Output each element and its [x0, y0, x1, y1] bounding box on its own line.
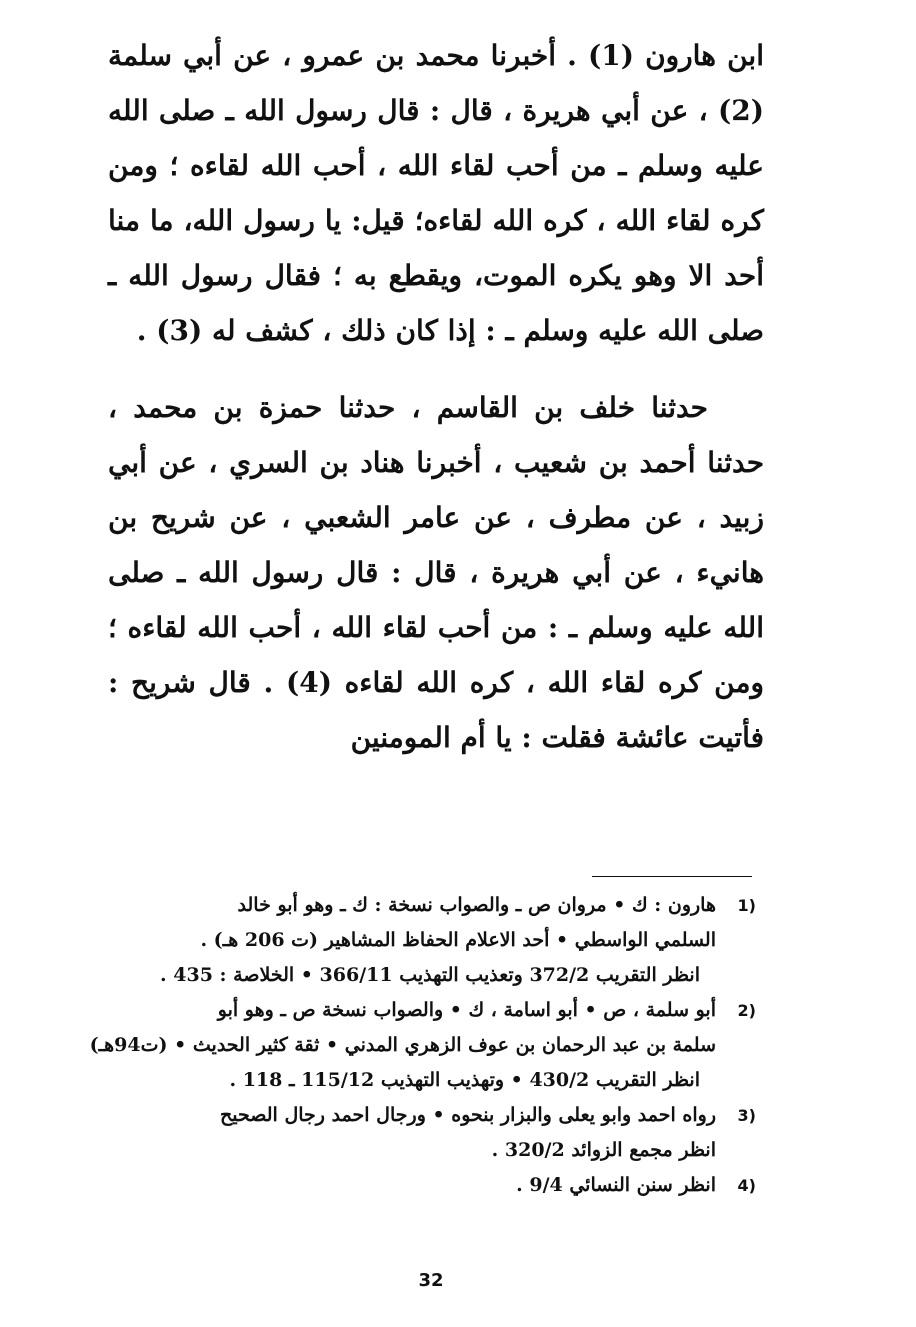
main-text	[108, 28, 764, 765]
footnote-line: انظر مجمع الزوائد 320/2 .	[491, 1139, 716, 1161]
footnote-line: انظر التقريب 372/2 وتعذيب التهذيب 366/11 • الخلاصة : 435 .	[160, 964, 700, 986]
footnote-line: انظر التقريب 430/2 • وتهذيب التهذيب 115/12 ـ 118 .	[229, 1069, 700, 1091]
footnote-4	[108, 1168, 756, 1203]
footnote-number: 1)	[737, 896, 756, 915]
footnote-divider	[592, 876, 752, 877]
footnote-line: السلمي الواسطي • أحد الاعلام الحفاظ المشاهير (ت 206 هـ) .	[200, 929, 716, 951]
footnote-1-reference	[108, 958, 756, 993]
footnotes	[89, 888, 756, 1203]
footnote-line: رواه احمد وابو يعلى والبزار بنحوه • ورجال احمد رجال الصحيح	[220, 1104, 716, 1126]
page-number: 32	[418, 1270, 444, 1291]
footnote-number: 4)	[737, 1176, 756, 1195]
footnote-1	[108, 888, 756, 958]
footnote-2	[89, 993, 756, 1063]
footnote-number: 2)	[737, 1001, 756, 1020]
paragraph-1: ابن هارون (1) . أخبرنا محمد بن عمرو ، عن أبي سلمة (2) ، عن أبي هريرة ، قال : قال رسول الله ـ صلى الله عليه وسلم ـ من أحب لقاء الله ، أحب الله لقاءه ؛ ومن كره لقاء الله ، كره الله لقاءه؛ قيل: يا رسول الله، ما منا أحد الا وهو يكره الموت، ويقطع به ؛ فقال رسول الله ـ صلى الله عليه وسلم ـ : إذا كان ذلك ، كشف له (3) .	[108, 39, 765, 347]
footnote-line: انظر سنن النسائي 9/4 .	[516, 1174, 716, 1196]
paragraph-2: حدثنا خلف بن القاسم ، حدثنا حمزة بن محمد ، حدثنا أحمد بن شعيب ، أخبرنا هناد بن السري ، عن أبي زبيد ، عن مطرف ، عن عامر الشعبي ، عن شريح بن هانيء ، عن أبي هريرة ، قال : قال رسول الله ـ صلى الله عليه وسلم ـ : من أحب لقاء الله ، أحب الله لقاءه ؛ ومن كره لقاء الله ، كره الله لقاءه (4) . قال شريح : فأتيت عائشة فقلت : يا أم المومنين	[108, 391, 764, 754]
footnote-number: 3)	[737, 1106, 756, 1125]
footnote-line: هارون : ك • مروان ص ـ والصواب نسخة : ك ـ وهو أبو خالد	[237, 894, 716, 916]
footnote-2-reference	[108, 1063, 756, 1098]
footnote-3	[108, 1098, 756, 1168]
footnote-line: سلمة بن عبد الرحمان بن عوف الزهري المدني • ثقة كثير الحديث • (ت94هـ)	[89, 1034, 716, 1056]
footnote-line: أبو سلمة ، ص • أبو اسامة ، ك • والصواب نسخة ص ـ وهو أبو	[217, 999, 716, 1021]
